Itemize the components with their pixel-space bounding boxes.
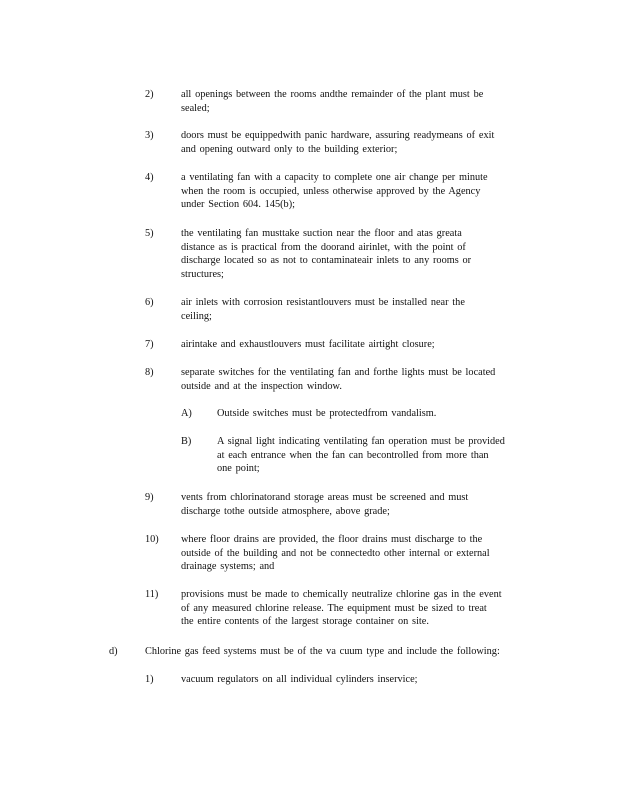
sub-item-text: Outside switches must be protectedfrom vandalism.: [217, 408, 437, 419]
sub-item-letter: A): [181, 408, 192, 419]
item-text: vents from chlorinatorand storage areas must be screened and must discharge tothe outside atmosphere, above grade;: [181, 492, 469, 517]
section-letter: d): [109, 646, 118, 657]
item-number: 1): [145, 674, 154, 685]
item-text: air inlets with corrosion resistantlouvers must be installed near the ceiling;: [181, 297, 465, 322]
item-number: 2): [145, 89, 154, 100]
item-number: 4): [145, 172, 154, 183]
item-number: 11): [145, 589, 159, 600]
item-number: 8): [145, 367, 154, 378]
item-text: a ventilating fan with a capacity to complete one air change per minute when the room is occupied, unless otherwise approved by the Agency under Section 604. 145(b);: [181, 172, 488, 211]
section-text: Chlorine gas feed systems must be of the va cuum type and include the following:: [145, 646, 500, 657]
sub-item-letter: B): [181, 436, 192, 447]
sub-item-text: A signal light indicating ventilating fan operation must be provided at each entrance when the fan can becontrolled from more than one point;: [217, 436, 505, 475]
item-text: all openings between the rooms andthe remainder of the plant must be sealed;: [181, 89, 484, 114]
item-text: airintake and exhaustlouvers must facilitate airtight closure;: [181, 339, 435, 350]
item-text: the ventilating fan musttake suction near the floor and atas greata distance as is practical from the doorand airinlet, with the point of discharge located so as not to contaminateair inlets to any rooms or structures;: [181, 228, 472, 281]
item-number: 9): [145, 492, 154, 503]
item-text: provisions must be made to chemically neutralize chlorine gas in the event of any measured chlorine release. The equipment must be sized to treat the entire contents of the largest storage container on site.: [181, 589, 502, 628]
item-number: 10): [145, 534, 159, 545]
item-number: 6): [145, 297, 154, 308]
item-number: 7): [145, 339, 154, 350]
item-text: doors must be equippedwith panic hardware, assuring readymeans of exit and opening outward only to the building exterior;: [181, 130, 495, 155]
item-number: 3): [145, 130, 154, 141]
item-text: vacuum regulators on all individual cylinders inservice;: [181, 674, 418, 685]
item-text: separate switches for the ventilating fan and forthe lights must be located outside and at the inspection window.: [181, 367, 496, 392]
item-text: where floor drains are provided, the floor drains must discharge to the outside of the building and not be connectedto other internal or external drainage systems; and: [181, 534, 490, 573]
item-number: 5): [145, 228, 154, 239]
